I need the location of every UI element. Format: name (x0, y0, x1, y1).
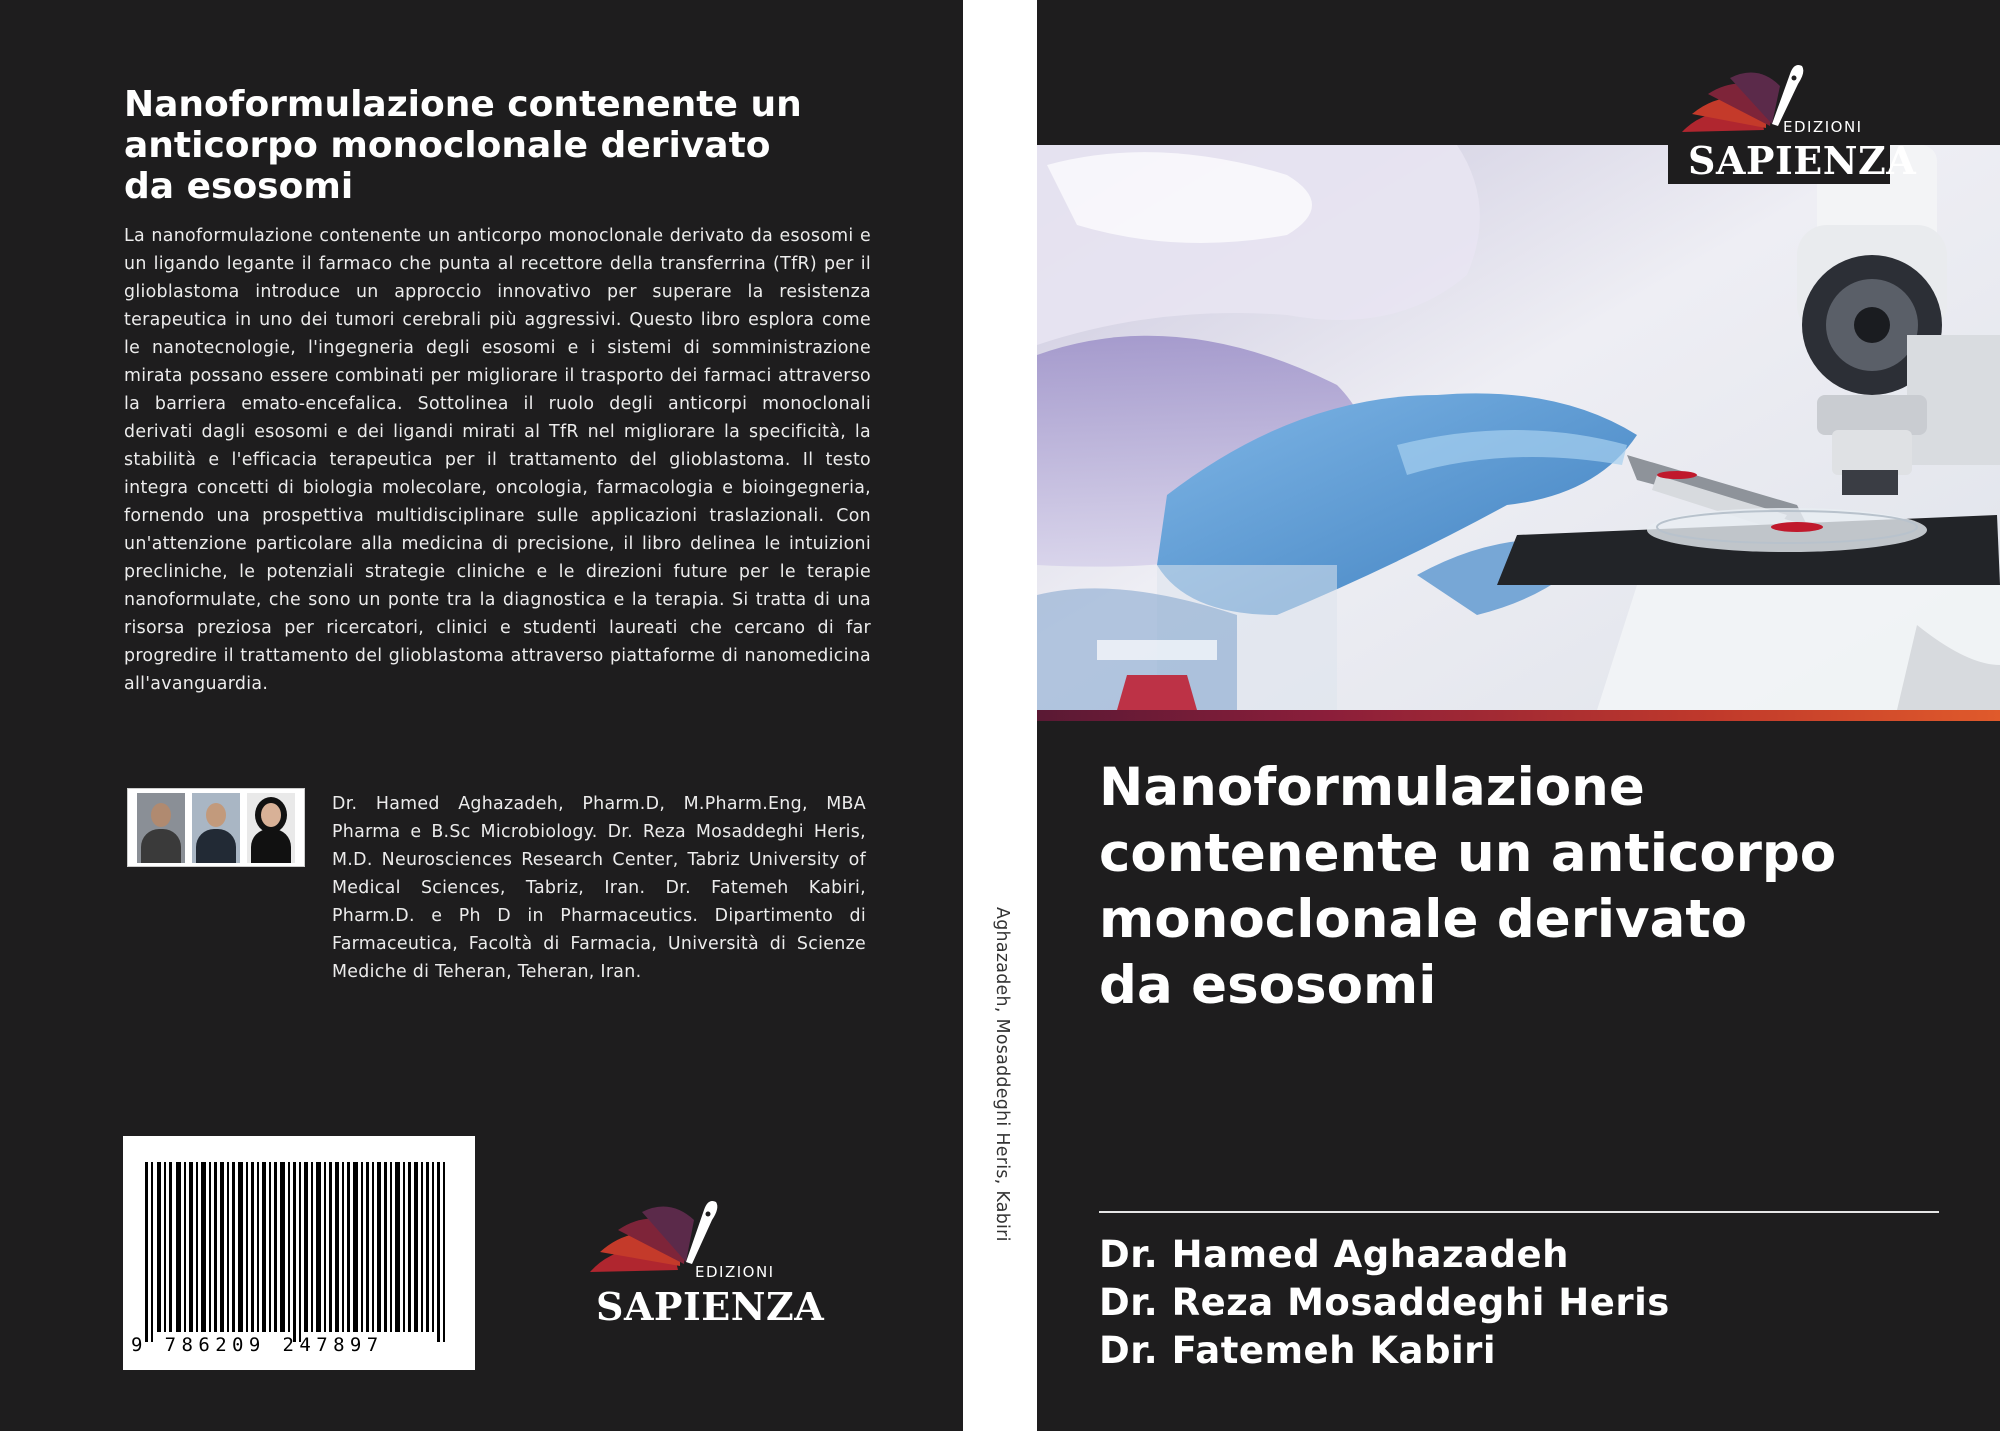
back-cover-blurb: La nanoformulazione contenente un anticorpo monoclonale derivato da esosomi e un ligando legante il farmaco che punta al recettore della transferrina (TfR) per il glioblastoma introduce un approccio innovativo per superare la resistenza terapeutica in uno dei tumori cerebrali più aggressivi. Questo libro esplora come le nanotecnologie, l'ingegneria degli esosomi e i sistemi di somministrazione mirata possano essere combinati per migliorare il trasporto dei farmaci attraverso la barriera emato-encefalica. Sottolinea il ruolo degli anticorpi monoclonali derivati dagli esosomi e dei ligandi mirati al TfR nel migliorare la specificità, la stabilità e l'efficacia terapeutica per il trattamento del glioblastoma. Il testo integra concetti di biologia molecolare, oncologia, farmacologia e bioingegneria, fornendo una prospettiva multidisciplinare sulle applicazioni traslazionali. Con un'attenzione particolare alla medicina di precisione, il libro delinea le intuizioni precliniche, le potenziali strategie cliniche e le direzioni future per le terapie nanoformulate, che sono un ponte tra la diagnostica e la terapia. Si tratta di una risorsa preziosa per ricercatori, clinici e studenti laureati che cercano di far progredire il trattamento del glioblastoma attraverso piattaforme di nanomedicina all'avanguardia. (124, 226, 871, 694)
author-name: Dr. Hamed Aghazadeh (1099, 1233, 1569, 1276)
back-title-line: anticorpo monoclonale derivato (124, 125, 771, 166)
logo-edizioni-front: EDIZIONI (1783, 118, 1863, 136)
isbn-digits: 9 786209 247897 (131, 1334, 384, 1356)
front-title-line: da esosomi (1099, 955, 1437, 1016)
front-title-line: Nanoformulazione (1099, 757, 1645, 818)
author-photo-3 (247, 793, 295, 863)
cover-accent-stripe (1037, 710, 2000, 721)
back-title-line: Nanoformulazione contenente un (124, 84, 802, 125)
back-cover-title (124, 84, 884, 207)
author-photo-1 (137, 793, 185, 863)
author-bio: Dr. Hamed Aghazadeh, Pharm.D, M.Pharm.Eng, MBA Pharma e B.Sc Microbiology. Dr. Reza Mosaddeghi Heris, M.D. Neurosciences Research Center, Tabriz University of Medical Sciences, Tabriz, Iran. Dr. Fatemeh Kabiri, Pharm.D. e Ph D in Pharmaceutics. Dipartimento di Farmaceutica, Facoltà di Farmacia, Università di Scienze Mediche di Teheran, Teheran, Iran. (332, 794, 866, 982)
front-cover-authors (1099, 1231, 1939, 1375)
front-cover-title (1099, 755, 1959, 1019)
front-title-line: contenente un anticorpo (1099, 823, 1837, 884)
logo-sapienza-front: SAPIENZA (1688, 138, 1917, 183)
microscope-photo-illustration (1037, 145, 2000, 710)
cover-photo (1037, 145, 2000, 710)
barcode (123, 1136, 475, 1370)
publisher-logo-back (588, 1190, 825, 1330)
logo-edizioni-back: EDIZIONI (695, 1263, 775, 1281)
spine-authors: Aghazadeh, Mosaddeghi Heris, Kabiri (992, 907, 1012, 1242)
author-name: Dr. Fatemeh Kabiri (1099, 1329, 1497, 1372)
front-title-line: monoclonale derivato (1099, 889, 1748, 950)
publisher-logo-front (1668, 52, 1917, 184)
front-divider (1099, 1211, 1939, 1213)
author-name: Dr. Reza Mosaddeghi Heris (1099, 1281, 1670, 1324)
author-photo-2 (192, 793, 240, 863)
author-photos (127, 788, 305, 867)
logo-sapienza-back: SAPIENZA (596, 1284, 825, 1329)
back-title-line: da esosomi (124, 166, 354, 207)
